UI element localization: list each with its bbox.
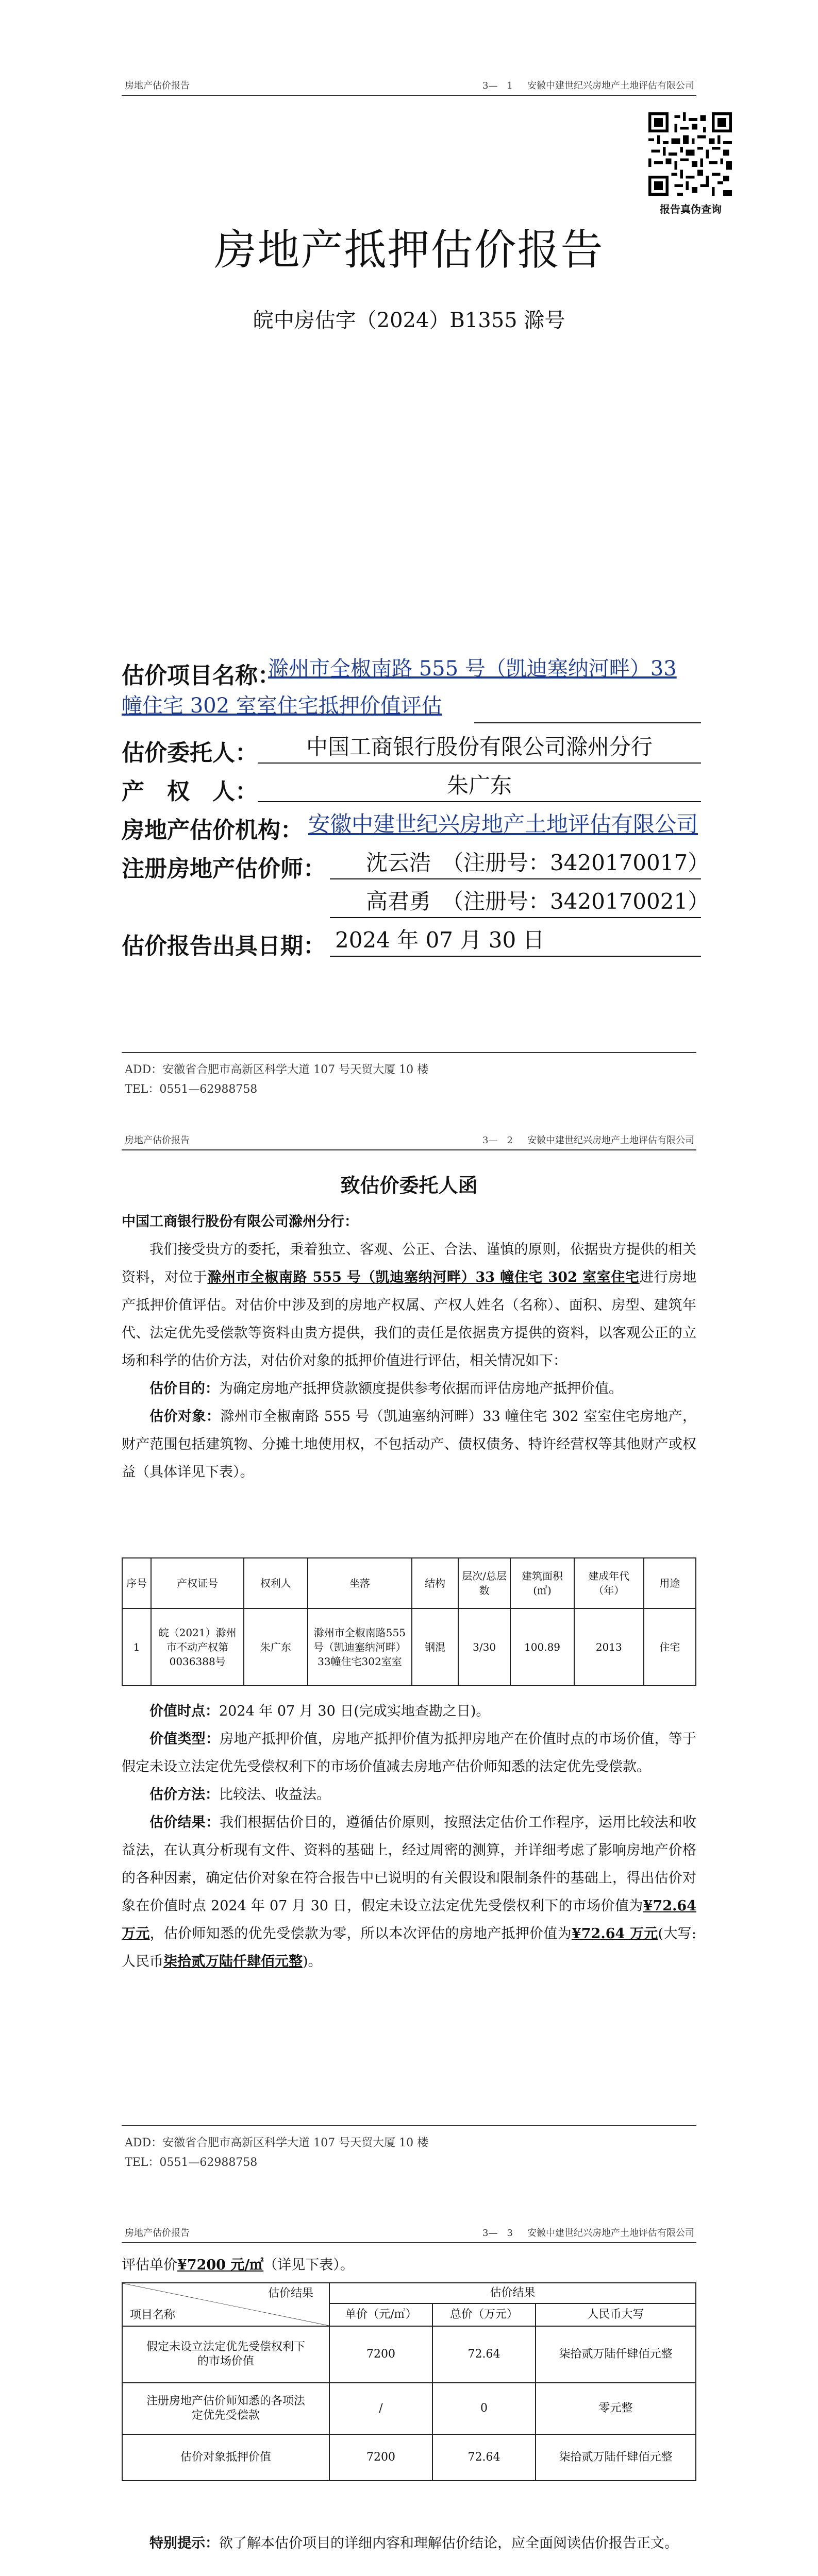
page-header	[122, 76, 696, 96]
paragraph-valdate: 价值时点：2024 年 07 月 30 日(完成实地查勘之日)。	[149, 1703, 490, 1719]
paragraph-intro: 我们接受贵方的委托，秉着独立、客观、公正、合法、谨慎的原则，依据贵方提供的相关资料，对位于滁州市全椒南路 555 号（凯迪塞纳河畔）33 幢住宅 302 室室住宅进行房地产抵押价值评估。对估价中涉及到的房地产权属、产权人姓名（名称）、面积、房型、建筑年代、法定优先受偿款等资料由贵方提供，我们的责任是依据贵方提供的资料，以客观公正的立场和科学的估价方法，对估价对象的抵押价值进行评估，相关情况如下：	[122, 1242, 697, 1369]
cell-no: 1	[122, 1608, 151, 1686]
footer-address: ADD：安徽省合肥市高新区科学大道 107 号天贸大厦 10 楼	[125, 1063, 429, 1076]
paragraph-purpose: 估价目的：为确定房地产抵押贷款额度提供参考依据而评估房地产抵押价值。	[149, 1381, 623, 1397]
diag-bottom-label: 项目名称	[130, 2309, 176, 2321]
document-number: 皖中房估字（2024）B1355 滁号	[253, 309, 565, 332]
property-table	[122, 1557, 696, 1686]
table-row	[122, 1608, 696, 1686]
agency-label: 房地产估价机构：	[122, 817, 303, 843]
qr-code-icon[interactable]	[648, 112, 732, 196]
letter-body	[122, 1208, 696, 1486]
header-page-number: 3— 1	[482, 80, 513, 91]
cell-total: 72.64	[432, 2434, 536, 2481]
table-header-row	[122, 1558, 696, 1608]
cell-total: 72.64	[432, 2326, 536, 2383]
footer-tel: TEL：0551—62988758	[125, 1083, 258, 1096]
paragraph-result: 估价结果：我们根据估价目的，遵循估价原则，按照法定估价工作程序，运用比较法和收益法，在认真分析现有文件、资料的基础上，经过周密的测算，并详细考虑了影响房地产价格的各种因素，确定估价对象在符合报告中已说明的有关假设和限制条件的基础上，得出估价对象在价值时点 2024 年 07 月 30 日，假定未设立法定优先受偿权利下的市场价值为¥72.64 万元，估价师知悉的优先受偿款为零，所以本次评估的房地产抵押价值为¥72.64 万元(大写:人民币柒拾贰万陆仟肆佰元整)。	[122, 1815, 697, 1970]
page-letter	[0, 1100, 818, 2200]
result-table	[122, 2282, 696, 2481]
table-row	[122, 2383, 696, 2434]
cell-item: 注册房地产估价师知悉的各项法定优先受偿款	[122, 2383, 329, 2434]
header-page-number: 3— 3	[482, 2228, 513, 2239]
cell-floor: 3/30	[458, 1608, 510, 1686]
cell-use: 住宅	[644, 1608, 696, 1686]
header-left: 房地产估价报告	[125, 2228, 190, 2239]
report-date-text: 2024 年 07 月 30 日	[335, 927, 545, 953]
header-company: 安徽中建世纪兴房地产土地评估有限公司	[527, 80, 694, 91]
paragraph-type: 价值类型：房地产抵押价值，房地产抵押价值为抵押房地产在价值时点的市场价值，等于假定未设立法定优先受偿权利下的市场价值减去房地产估价师知悉的法定优先受偿款。	[122, 1731, 697, 1775]
page-header	[122, 1131, 696, 1150]
project-name-line1: 滁州市全椒南路 555 号（凯迪塞纳河畔）33	[268, 657, 677, 681]
owner-value	[258, 770, 701, 802]
table-row	[122, 2326, 696, 2383]
project-name-line2: 幢住宅 302 室室住宅抵押价值评估	[122, 694, 442, 718]
cell-holder: 朱广东	[244, 1608, 308, 1686]
header-page-number: 3— 2	[482, 1135, 513, 1146]
appraiser-2-text: 高君勇 （注册号：3420170021）	[366, 889, 710, 914]
cell-cert: 皖（2021）滁州市不动产权第0036388号	[151, 1608, 244, 1686]
cell-unit: 7200	[329, 2434, 432, 2481]
cell-upper: 柒拾贰万陆仟肆佰元整	[536, 2326, 696, 2383]
cell-structure: 钢混	[412, 1608, 458, 1686]
diag-top-label: 估价结果	[268, 2287, 313, 2300]
cell-item: 假定未设立法定优先受偿权利下的市场价值	[122, 2326, 329, 2383]
col-no: 序号	[122, 1558, 151, 1608]
appraiser-2	[330, 886, 710, 918]
cell-area: 100.89	[510, 1608, 574, 1686]
col-structure: 结构	[412, 1558, 458, 1608]
col-holder: 权利人	[244, 1558, 308, 1608]
page-header	[122, 2224, 696, 2243]
page-results	[0, 2200, 818, 2576]
col-area: 建筑面积(㎡)	[510, 1558, 574, 1608]
cell-unit: 7200	[329, 2326, 432, 2383]
appraiser-1	[330, 848, 710, 879]
col-location: 坐落	[308, 1558, 412, 1608]
col-unit-price: 单价（元/㎡）	[329, 2303, 432, 2326]
table-row	[122, 2434, 696, 2481]
client-text: 中国工商银行股份有限公司滁州分行	[306, 734, 653, 759]
special-notice: 特别提示：欲了解本估价项目的详细内容和理解估价结论，应全面阅读估价报告正文。	[149, 2535, 678, 2551]
appraiser-label: 注册房地产估价师：	[122, 856, 326, 882]
col-use: 用途	[644, 1558, 696, 1608]
letter-title: 致估价委托人函	[340, 1174, 478, 1197]
result-header-row-1	[122, 2283, 696, 2303]
cell-unit: /	[329, 2383, 432, 2434]
paragraph-method: 估价方法：比较法、收益法。	[149, 1787, 330, 1803]
footer-address: ADD：安徽省合肥市高新区科学大道 107 号天贸大厦 10 楼	[125, 2137, 429, 2149]
footer-tel: TEL：0551—62988758	[125, 2156, 258, 2169]
project-name-label: 估价项目名称：	[122, 663, 280, 689]
col-cert: 产权证号	[151, 1558, 244, 1608]
project-name-underline	[474, 722, 701, 723]
appraiser-1-text: 沈云浩 （注册号：3420170017）	[366, 850, 710, 875]
header-company: 安徽中建世纪兴房地产土地评估有限公司	[527, 2228, 694, 2239]
letter-body-2	[122, 1698, 696, 1976]
salutation: 中国工商银行股份有限公司滁州分行：	[122, 1214, 358, 1230]
page-footer	[122, 2125, 696, 2173]
page-footer	[122, 1052, 696, 1099]
paragraph-object: 估价对象：滁州市全椒南路 555 号（凯迪塞纳河畔）33 幢住宅 302 室室住宅房地产，财产范围包括建筑物、分摊土地使用权，不包括动产、债权债务、特许经营权等其他财产或权益（具体详见下表）。	[122, 1409, 697, 1480]
col-upper-case: 人民币大写	[536, 2303, 696, 2326]
agency-value: 安徽中建世纪兴房地产土地评估有限公司	[308, 811, 698, 837]
header-company: 安徽中建世纪兴房地产土地评估有限公司	[527, 1135, 694, 1146]
owner-text: 朱广东	[446, 773, 512, 798]
client-value	[258, 732, 701, 764]
group-header: 估价结果	[329, 2283, 696, 2303]
page-cover	[0, 0, 818, 1100]
diagonal-header	[122, 2283, 329, 2326]
client-label: 估价委托人：	[122, 740, 258, 766]
header-left: 房地产估价报告	[125, 80, 190, 91]
owner-label: 产 权 人：	[122, 778, 258, 805]
cell-upper: 零元整	[536, 2383, 696, 2434]
report-date-label: 估价报告出具日期：	[122, 933, 326, 959]
col-year: 建成年代（年）	[574, 1558, 644, 1608]
qr-caption: 报告真伪查询	[660, 203, 722, 215]
col-total-price: 总价（万元）	[432, 2303, 536, 2326]
unit-price-line: 评估单价¥7200 元/㎡（详见下表）。	[122, 2257, 354, 2273]
report-title: 房地产抵押估价报告	[214, 226, 604, 275]
cell-year: 2013	[574, 1608, 644, 1686]
cell-item: 估价对象抵押价值	[122, 2434, 329, 2481]
col-floor: 层次/总层数	[458, 1558, 510, 1608]
cell-location: 滁州市全椒南路555号（凯迪塞纳河畔）33幢住宅302室室	[308, 1608, 412, 1686]
header-left: 房地产估价报告	[125, 1135, 190, 1146]
cell-total: 0	[432, 2383, 536, 2434]
cell-upper: 柒拾贰万陆仟肆佰元整	[536, 2434, 696, 2481]
report-date-value	[330, 925, 701, 957]
